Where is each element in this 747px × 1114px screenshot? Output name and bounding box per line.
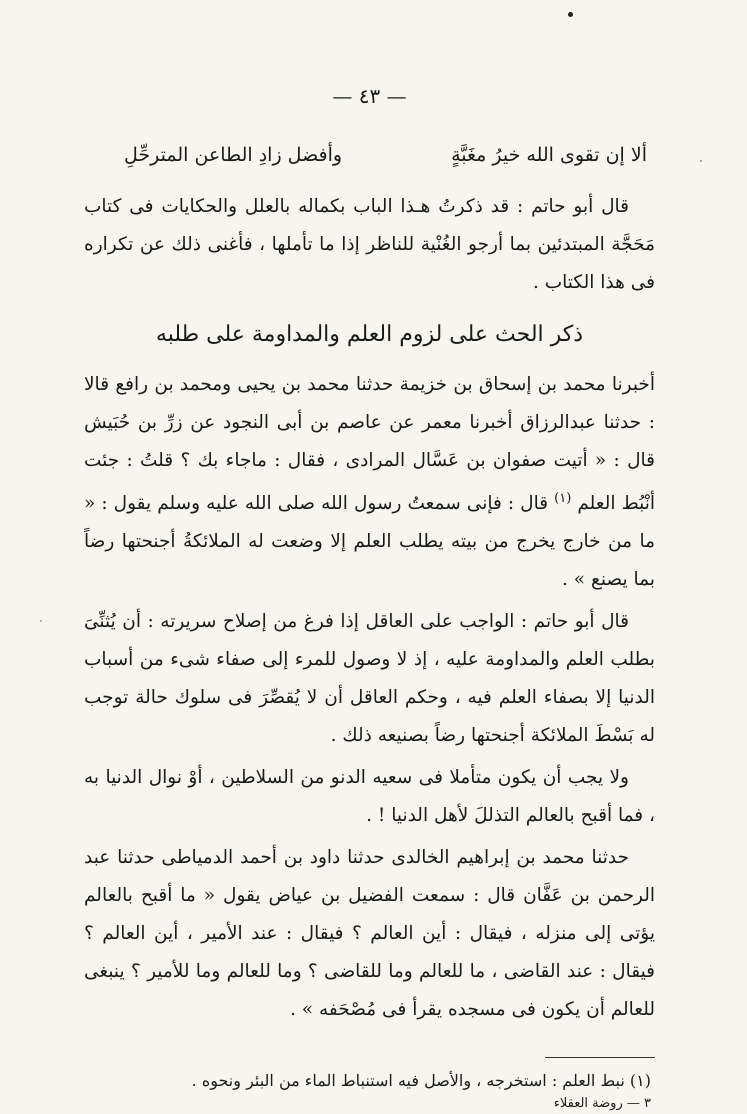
page-number: — ٤٣ — (332, 84, 407, 108)
print-speck (568, 12, 573, 17)
main-text (84, 188, 655, 1029)
signature-mark: ٣ — روضة العقلاء (553, 1096, 651, 1112)
section-heading: ذكر الحث على لزوم العلم والمداومة على طلبه (155, 322, 584, 347)
poetry-verse (84, 138, 655, 172)
paragraph-sultans: ولا يجب أن يكون متأملا فى سعيه الدنو من السلاطين ، أوْ نوال الدنيا به ، فما أقبح بالعالم التذللَ لأهل الدنيا ! . (84, 767, 655, 827)
hadith-rest: قال : فإنى سمعتُ رسول الله صلى الله عليه وسلم يقول : « ما من خارج يخرج من بيته يطلب العلم إلا وضعت له الملائكةُ أجنحتها رضاً بما يصنع » . (84, 493, 655, 591)
paragraph-intro: قال أبو حاتم : قد ذكرتُ هـذا الباب بكماله بالعلل والحكايات فى كتاب مَحَجَّة المبتدئين بما أرجو الغُنْية للناظر إذا ما تأملها ، فأغنى ذلك عن تكراره فى هذا الكتاب . (84, 196, 655, 293)
paragraph-fudayl: حدثنا محمد بن إبراهيم الخالدى حدثنا داود بن أحمد الدمياطى حدثنا عبد الرحمن بن عَفَّان قال : سمعت الفضيل بن عياض يقول « ما أقبح بالعالم يؤتى إلى منزله ، فيقال : أين العالم ؟ فيقال : عند الأمير ، أين العالم ؟ فيقال : عند القاضى ، ما للعالم وما للقاضى ؟ وما للعالم وما للأمير ؟ ينبغى للعالم أن يكون فى مسجده يقرأ فى مُصْحَفه » . (84, 847, 655, 1021)
verse-first-hemistich: ألا إن تقوى الله خيرُ مغَبَّةٍ (451, 144, 647, 166)
print-speck (700, 160, 702, 162)
footnote-divider (545, 1057, 655, 1058)
print-speck (40, 620, 42, 622)
hadith-intro: أخبرنا محمد بن إسحاق بن خزيمة حدثنا محمد بن يحيى ومحمد بن رافع قالا : حدثنا عبدالرزاق أخبرنا معمر عن عاصم بن أبى النجود عن زرِّ بن حُبَيش قال : « أتيت صفوان بن عَسَّال المرادى ، فقال : ماجاء بك ؟ قلتُ : جئت أنْبُط العلم (84, 374, 656, 515)
paragraph-commentary: قال أبو حاتم : الواجب على العاقل إذا فرغ من إصلاح سريرته : أن يُثنِّىَ بطلب العلم والمداومة عليه ، إذ لا وصول للمرء إلى صفاء شىء من أسباب الدنيا إلا بصفاء العلم فيه ، وحكم العاقل أن لا يُقصِّرَ فى سلوك حالة توجب له بَسْطَ الملائكة أجنحتها رضاً بصنيعه ذلك . (84, 611, 655, 747)
footnote-marker: (١) (554, 491, 572, 506)
verse-second-hemistich: وأفضل زادِ الطاعن المترحِّلِ (124, 144, 343, 166)
paragraph-hadith (84, 366, 655, 599)
footnote: (١) نبط العلم : استخرجه ، والأصل فيه استنباط الماء من البئر ونحوه . (191, 1071, 651, 1091)
